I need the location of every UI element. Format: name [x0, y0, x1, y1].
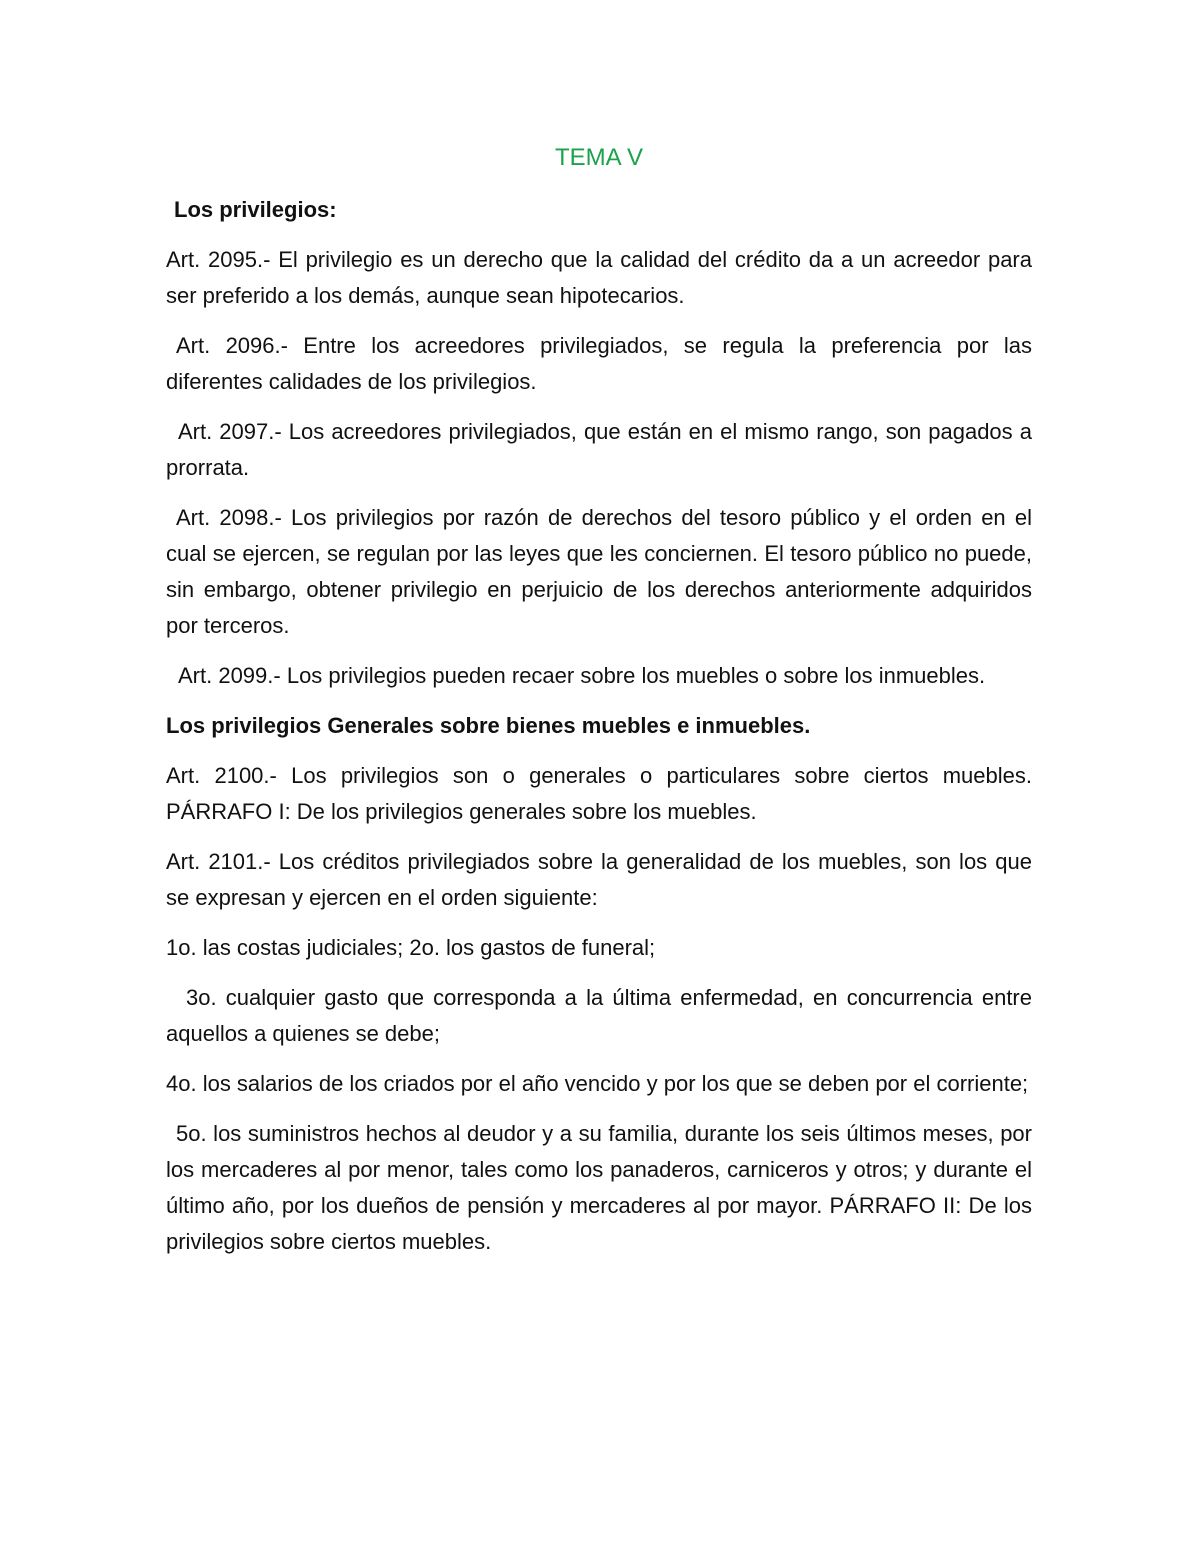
- document-page: [166, 140, 1032, 1274]
- section-heading-generales: Los privilegios Generales sobre bienes muebles e inmuebles.: [166, 713, 811, 738]
- article-2097: Art. 2097.- Los acreedores privilegiados, que están en el mismo rango, son pagados a prorrata.: [166, 419, 1032, 480]
- section-heading-privilegios: Los privilegios:: [174, 197, 337, 222]
- document-title: TEMA V: [554, 144, 644, 171]
- article-2101: Art. 2101.- Los créditos privilegiados sobre la generalidad de los muebles, son los que se expresan y ejercen en el orden siguiente:: [166, 849, 1032, 910]
- list-item-4: 4o. los salarios de los criados por el año vencido y por los que se deben por el corriente;: [166, 1071, 1029, 1096]
- article-2095: Art. 2095.- El privilegio es un derecho que la calidad del crédito da a un acreedor para ser preferido a los demás, aunque sean hipotecarios.: [166, 247, 1032, 308]
- list-item-3: 3o. cualquier gasto que corresponda a la última enfermedad, en concurrencia entre aquellos a quienes se debe;: [166, 985, 1032, 1046]
- article-2100: Art. 2100.- Los privilegios son o generales o particulares sobre ciertos muebles. PÁRRAFO I: De los privilegios generales sobre los muebles.: [166, 763, 1032, 824]
- article-2098: Art. 2098.- Los privilegios por razón de derechos del tesoro público y el orden en el cual se ejercen, se regulan por las leyes que les conciernen. El tesoro público no puede, sin embargo, obtener privilegio en perjuicio de los derechos anteriormente adquiridos por terceros.: [166, 505, 1032, 638]
- article-2099: Art. 2099.- Los privilegios pueden recaer sobre los muebles o sobre los inmuebles.: [178, 663, 986, 688]
- list-item-5: 5o. los suministros hechos al deudor y a su familia, durante los seis últimos meses, por los mercaderes al por menor, tales como los panaderos, carniceros y otros; y durante el último año, por los dueños de pensión y mercaderes al por mayor. PÁRRAFO II: De los privilegios sobre ciertos muebles.: [166, 1121, 1032, 1254]
- article-2096: Art. 2096.- Entre los acreedores privilegiados, se regula la preferencia por las diferentes calidades de los privilegios.: [166, 333, 1032, 394]
- list-item-1-2: 1o. las costas judiciales; 2o. los gastos de funeral;: [166, 935, 656, 960]
